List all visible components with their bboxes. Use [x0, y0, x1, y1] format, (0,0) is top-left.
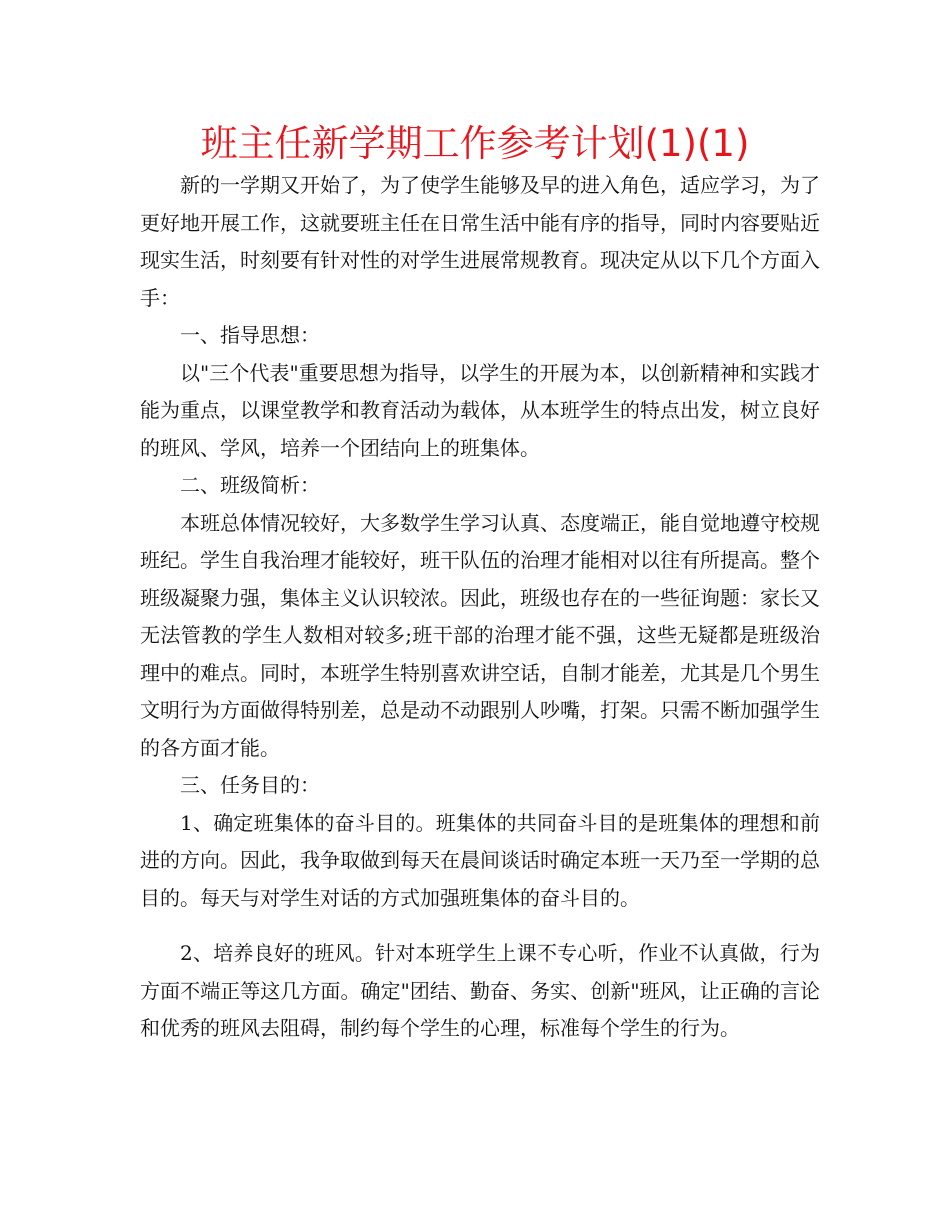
paragraph-spacer	[140, 917, 820, 935]
guiding-thought-paragraph: 以"三个代表"重要思想为指导，以学生的开展为本，以创新精神和实践才能为重点，以课堂教学和教育活动为载体，从本班学生的特点出发，树立良好的班风、学风，培养一个团结向上的班集体。	[140, 360, 820, 460]
section-heading-guiding-thought: 一、指导思想：	[180, 323, 320, 347]
document-title: 班主任新学期工作参考计划(1)(1)	[200, 122, 750, 165]
task-goal-2-paragraph: 2、培养良好的班风。针对本班学生上课不专心听，作业不认真做，行为方面不端正等这几方面。确定"团结、勤奋、务实、创新"班风，让正确的言论和优秀的班风去阻碍，制约每个学生的心理，标准每个学生的行为。	[140, 941, 820, 1040]
section-heading-class-analysis: 二、班级简析：	[180, 473, 320, 497]
section-heading-task-goals: 三、任务目的：	[180, 773, 320, 797]
task-goal-1-paragraph: 1、确定班集体的奋斗目的。班集体的共同奋斗目的是班集体的理想和前进的方向。因此，我争取做到每天在晨间谈话时确定本班一天乃至一学期的总目的。每天与对学生对话的方式加强班集体的奋斗目的。	[140, 810, 820, 910]
intro-paragraph: 新的一学期又开始了，为了使学生能够及早的进入角色，适应学习，为了更好地开展工作，这就要班主任在日常生活中能有序的指导，同时内容要贴近现实生活，时刻要有针对性的对学生进展常规教育。现决定从以下几个方面入手：	[140, 173, 820, 310]
class-analysis-paragraph: 本班总体情况较好，大多数学生学习认真、态度端正，能自觉地遵守校规班纪。学生自我治理才能较好，班干队伍的治理才能相对以往有所提高。整个班级凝聚力强，集体主义认识较浓。因此，班级也存在的一些征询题：家长又无法管教的学生人数相对较多;班干部的治理才能不强，这些无疑都是班级治理中的难点。同时，本班学生特别喜欢讲空话，自制才能差，尤其是几个男生文明行为方面做得特别差，总是动不动跟别人吵嘴，打架。只需不断加强学生的各方面才能。	[140, 510, 820, 760]
document-body	[140, 167, 820, 1048]
